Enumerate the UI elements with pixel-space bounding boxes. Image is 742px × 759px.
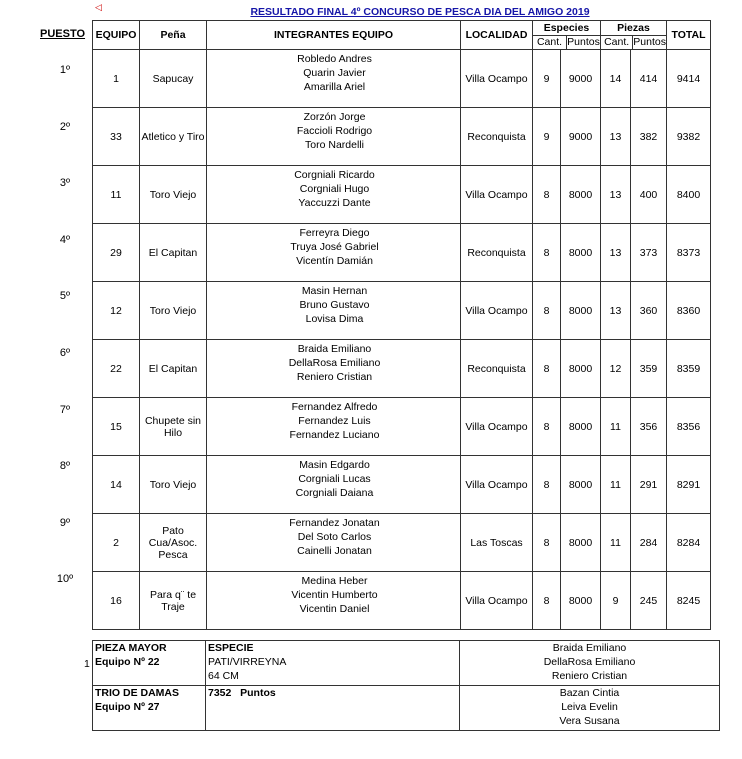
header-piezas	[601, 21, 667, 50]
members-cell	[207, 398, 461, 456]
puesto-value: 10º	[56, 573, 74, 586]
awards-table	[92, 640, 720, 731]
table-row	[93, 50, 711, 108]
total-cell: 9414	[667, 50, 711, 108]
piezas-cant-cell: 13	[601, 166, 631, 224]
member-name: Vicentin Daniel	[299, 603, 370, 615]
piezas-puntos-cell: 359	[631, 340, 667, 398]
especies-puntos-cell: 8000	[561, 340, 601, 398]
member-name: Yaccuzzi Dante	[298, 197, 371, 209]
piezas-puntos-cell: 360	[631, 282, 667, 340]
pena-cell: El Capitan	[140, 224, 207, 282]
piezas-cant-cell: 14	[601, 50, 631, 108]
piezas-puntos-cell: 414	[631, 50, 667, 108]
piezas-cant-cell: 13	[601, 224, 631, 282]
localidad-cell: Villa Ocampo	[461, 456, 533, 514]
especies-cant-cell: 8	[533, 166, 561, 224]
member-name: Corgniali Ricardo	[294, 169, 375, 181]
member-name: Toro Nardelli	[305, 139, 364, 151]
piezas-puntos-cell: 382	[631, 108, 667, 166]
total-cell: 8291	[667, 456, 711, 514]
pena-cell: Pato Cua/Asoc. Pesca	[140, 514, 207, 572]
header-equipo: EQUIPO	[93, 21, 140, 50]
table-row	[93, 108, 711, 166]
equipo-cell: 14	[93, 456, 140, 514]
total-cell: 8359	[667, 340, 711, 398]
trio-damas-puntos-cell	[206, 686, 460, 731]
equipo-cell: 1	[93, 50, 140, 108]
especies-puntos-cell: 8000	[561, 224, 601, 282]
pieza-mayor-members	[460, 641, 720, 686]
piezas-cant-label: Cant.	[601, 36, 633, 49]
member-name: Braida Emiliano	[552, 642, 627, 654]
member-name: Fernandez Luciano	[289, 429, 380, 441]
pieza-mayor-equipo: Equipo Nº 22	[95, 656, 160, 668]
localidad-cell: Villa Ocampo	[461, 572, 533, 630]
header-pena: Peña	[140, 21, 207, 50]
especies-puntos-cell: 8000	[561, 166, 601, 224]
piezas-cant-cell: 9	[601, 572, 631, 630]
member-name: Bazan Cintia	[559, 687, 620, 699]
especies-puntos-cell: 8000	[561, 514, 601, 572]
total-cell: 8373	[667, 224, 711, 282]
member-name: Fernandez Luis	[298, 415, 371, 427]
especies-puntos-cell: 9000	[561, 108, 601, 166]
localidad-cell: Villa Ocampo	[461, 398, 533, 456]
member-name: Leiva Evelin	[561, 701, 618, 713]
especies-puntos-label: Puntos	[567, 35, 600, 48]
puesto-value: 1º	[59, 64, 71, 76]
pena-cell: Chupete sin Hilo	[140, 398, 207, 456]
especie-medida: 64 CM	[208, 670, 239, 682]
especies-cant-cell: 8	[533, 224, 561, 282]
pena-cell: Toro Viejo	[140, 282, 207, 340]
especies-cant-label: Cant.	[533, 36, 567, 49]
trio-damas-puntos: 7352 Puntos	[208, 687, 276, 699]
trio-damas-label: TRIO DE DAMAS	[95, 687, 179, 699]
member-name: Braida Emiliano	[297, 343, 372, 355]
especies-label: Especies	[533, 22, 600, 36]
table-row	[93, 166, 711, 224]
localidad-cell: Las Toscas	[461, 514, 533, 572]
equipo-cell: 29	[93, 224, 140, 282]
localidad-cell: Reconquista	[461, 108, 533, 166]
localidad-cell: Villa Ocampo	[461, 50, 533, 108]
header-especies	[533, 21, 601, 50]
pena-cell: Toro Viejo	[140, 456, 207, 514]
puesto-value: 2º	[59, 120, 71, 133]
members-cell	[207, 456, 461, 514]
especies-cant-cell: 8	[533, 282, 561, 340]
member-name: DellaRosa Emiliano	[288, 357, 381, 369]
total-cell: 8360	[667, 282, 711, 340]
especie-value: PATI/VIRREYNA	[208, 656, 287, 668]
total-cell: 8356	[667, 398, 711, 456]
especies-puntos-cell: 9000	[561, 50, 601, 108]
member-name: Del Soto Carlos	[297, 531, 372, 543]
piezas-puntos-cell: 291	[631, 456, 667, 514]
members-cell	[207, 166, 461, 224]
especies-cant-cell: 8	[533, 398, 561, 456]
member-name: Masin Hernan	[301, 285, 368, 297]
piezas-puntos-label: Puntos	[633, 35, 666, 48]
header-integrantes: INTEGRANTES EQUIPO	[207, 21, 461, 50]
member-name: Bruno Gustavo	[299, 299, 370, 311]
piezas-cant-cell: 13	[601, 282, 631, 340]
member-name: Fernandez Alfredo	[291, 401, 378, 413]
equipo-cell: 16	[93, 572, 140, 630]
especies-cant-cell: 8	[533, 456, 561, 514]
piezas-cant-cell: 12	[601, 340, 631, 398]
pena-cell: El Capitan	[140, 340, 207, 398]
members-cell	[207, 50, 461, 108]
trio-damas-equipo: Equipo Nº 27	[95, 701, 160, 713]
corner-mark: ◁	[95, 2, 102, 12]
table-row	[93, 456, 711, 514]
localidad-cell: Reconquista	[461, 340, 533, 398]
member-name: Amarilla Ariel	[303, 81, 366, 93]
total-cell: 8284	[667, 514, 711, 572]
member-name: Corgniali Lucas	[298, 473, 371, 485]
puesto-value: 7º	[59, 403, 71, 416]
equipo-cell: 11	[93, 166, 140, 224]
trio-damas-cell	[93, 686, 206, 731]
pieza-mayor-label: PIEZA MAYOR	[95, 642, 167, 654]
especies-cant-cell: 8	[533, 572, 561, 630]
table-row	[93, 572, 711, 630]
pena-cell: Atletico y Tiro	[140, 108, 207, 166]
pena-cell: Sapucay	[140, 50, 207, 108]
members-cell	[207, 514, 461, 572]
member-name: Corgniali Daiana	[295, 487, 374, 499]
equipo-cell: 22	[93, 340, 140, 398]
puesto-value: 5º	[59, 290, 71, 303]
pieza-mayor-number: 1	[84, 658, 90, 670]
piezas-cant-cell: 11	[601, 398, 631, 456]
especies-cant-cell: 8	[533, 514, 561, 572]
member-name: Reniero Cristian	[296, 371, 373, 383]
member-name: Corgniali Hugo	[299, 183, 370, 195]
header-total: TOTAL	[667, 21, 711, 50]
members-cell	[207, 282, 461, 340]
table-row	[93, 398, 711, 456]
puesto-value: 4º	[59, 233, 71, 246]
piezas-cant-cell: 11	[601, 514, 631, 572]
member-name: Lovisa Dima	[305, 313, 364, 325]
especie-label: ESPECIE	[208, 642, 254, 654]
puesto-value: 8º	[59, 460, 71, 473]
localidad-cell: Reconquista	[461, 224, 533, 282]
member-name: Truya José Gabriel	[290, 241, 379, 253]
especies-cant-cell: 8	[533, 340, 561, 398]
members-cell	[207, 340, 461, 398]
localidad-cell: Villa Ocampo	[461, 166, 533, 224]
member-name: DellaRosa Emiliano	[543, 656, 636, 668]
piezas-puntos-cell: 400	[631, 166, 667, 224]
pieza-mayor-especie-cell	[206, 641, 460, 686]
member-name: Faccioli Rodrigo	[296, 125, 373, 137]
especies-puntos-cell: 8000	[561, 572, 601, 630]
total-cell: 8245	[667, 572, 711, 630]
especies-cant-cell: 9	[533, 108, 561, 166]
piezas-puntos-cell: 356	[631, 398, 667, 456]
equipo-cell: 33	[93, 108, 140, 166]
trio-damas-members	[460, 686, 720, 731]
members-cell	[207, 572, 461, 630]
pieza-mayor-cell	[93, 641, 206, 686]
puesto-value: 9º	[59, 516, 71, 529]
especies-puntos-cell: 8000	[561, 398, 601, 456]
member-name: Medina Heber	[301, 575, 368, 587]
piezas-puntos-cell: 284	[631, 514, 667, 572]
piezas-cant-cell: 13	[601, 108, 631, 166]
member-name: Vicentín Damián	[296, 255, 373, 267]
total-cell: 8400	[667, 166, 711, 224]
member-name: Fernandez Jonatan	[289, 517, 380, 529]
member-name: Robledo Andres	[297, 53, 372, 65]
piezas-cant-cell: 11	[601, 456, 631, 514]
puesto-value: 6º	[59, 347, 71, 359]
member-name: Vera Susana	[559, 715, 620, 727]
especies-puntos-cell: 8000	[561, 282, 601, 340]
member-name: Masin Edgardo	[299, 459, 370, 471]
table-row	[93, 282, 711, 340]
member-name: Vicentin Humberto	[291, 589, 378, 601]
piezas-label: Piezas	[601, 22, 666, 36]
member-name: Ferreyra Diego	[299, 227, 370, 239]
member-name: Reniero Cristian	[551, 670, 628, 682]
pena-cell: Para q¨ te Traje	[140, 572, 207, 630]
member-name: Cainelli Jonatan	[297, 545, 372, 557]
members-cell	[207, 224, 461, 282]
results-table	[92, 20, 711, 630]
puesto-header: PUESTO	[40, 28, 86, 40]
header-localidad: LOCALIDAD	[461, 21, 533, 50]
especies-cant-cell: 9	[533, 50, 561, 108]
member-name: Quarin Javier	[303, 67, 366, 79]
piezas-puntos-cell: 373	[631, 224, 667, 282]
table-row	[93, 340, 711, 398]
equipo-cell: 12	[93, 282, 140, 340]
equipo-cell: 15	[93, 398, 140, 456]
equipo-cell: 2	[93, 514, 140, 572]
page-title: RESULTADO FINAL 4º CONCURSO DE PESCA DIA DEL AMIGO 2019	[250, 6, 590, 18]
especies-puntos-cell: 8000	[561, 456, 601, 514]
pena-cell: Toro Viejo	[140, 166, 207, 224]
total-cell: 9382	[667, 108, 711, 166]
puesto-value: 3º	[59, 177, 71, 190]
piezas-puntos-cell: 245	[631, 572, 667, 630]
member-name: Zorzón Jorge	[303, 111, 366, 123]
localidad-cell: Villa Ocampo	[461, 282, 533, 340]
table-row	[93, 224, 711, 282]
members-cell	[207, 108, 461, 166]
table-row	[93, 514, 711, 572]
